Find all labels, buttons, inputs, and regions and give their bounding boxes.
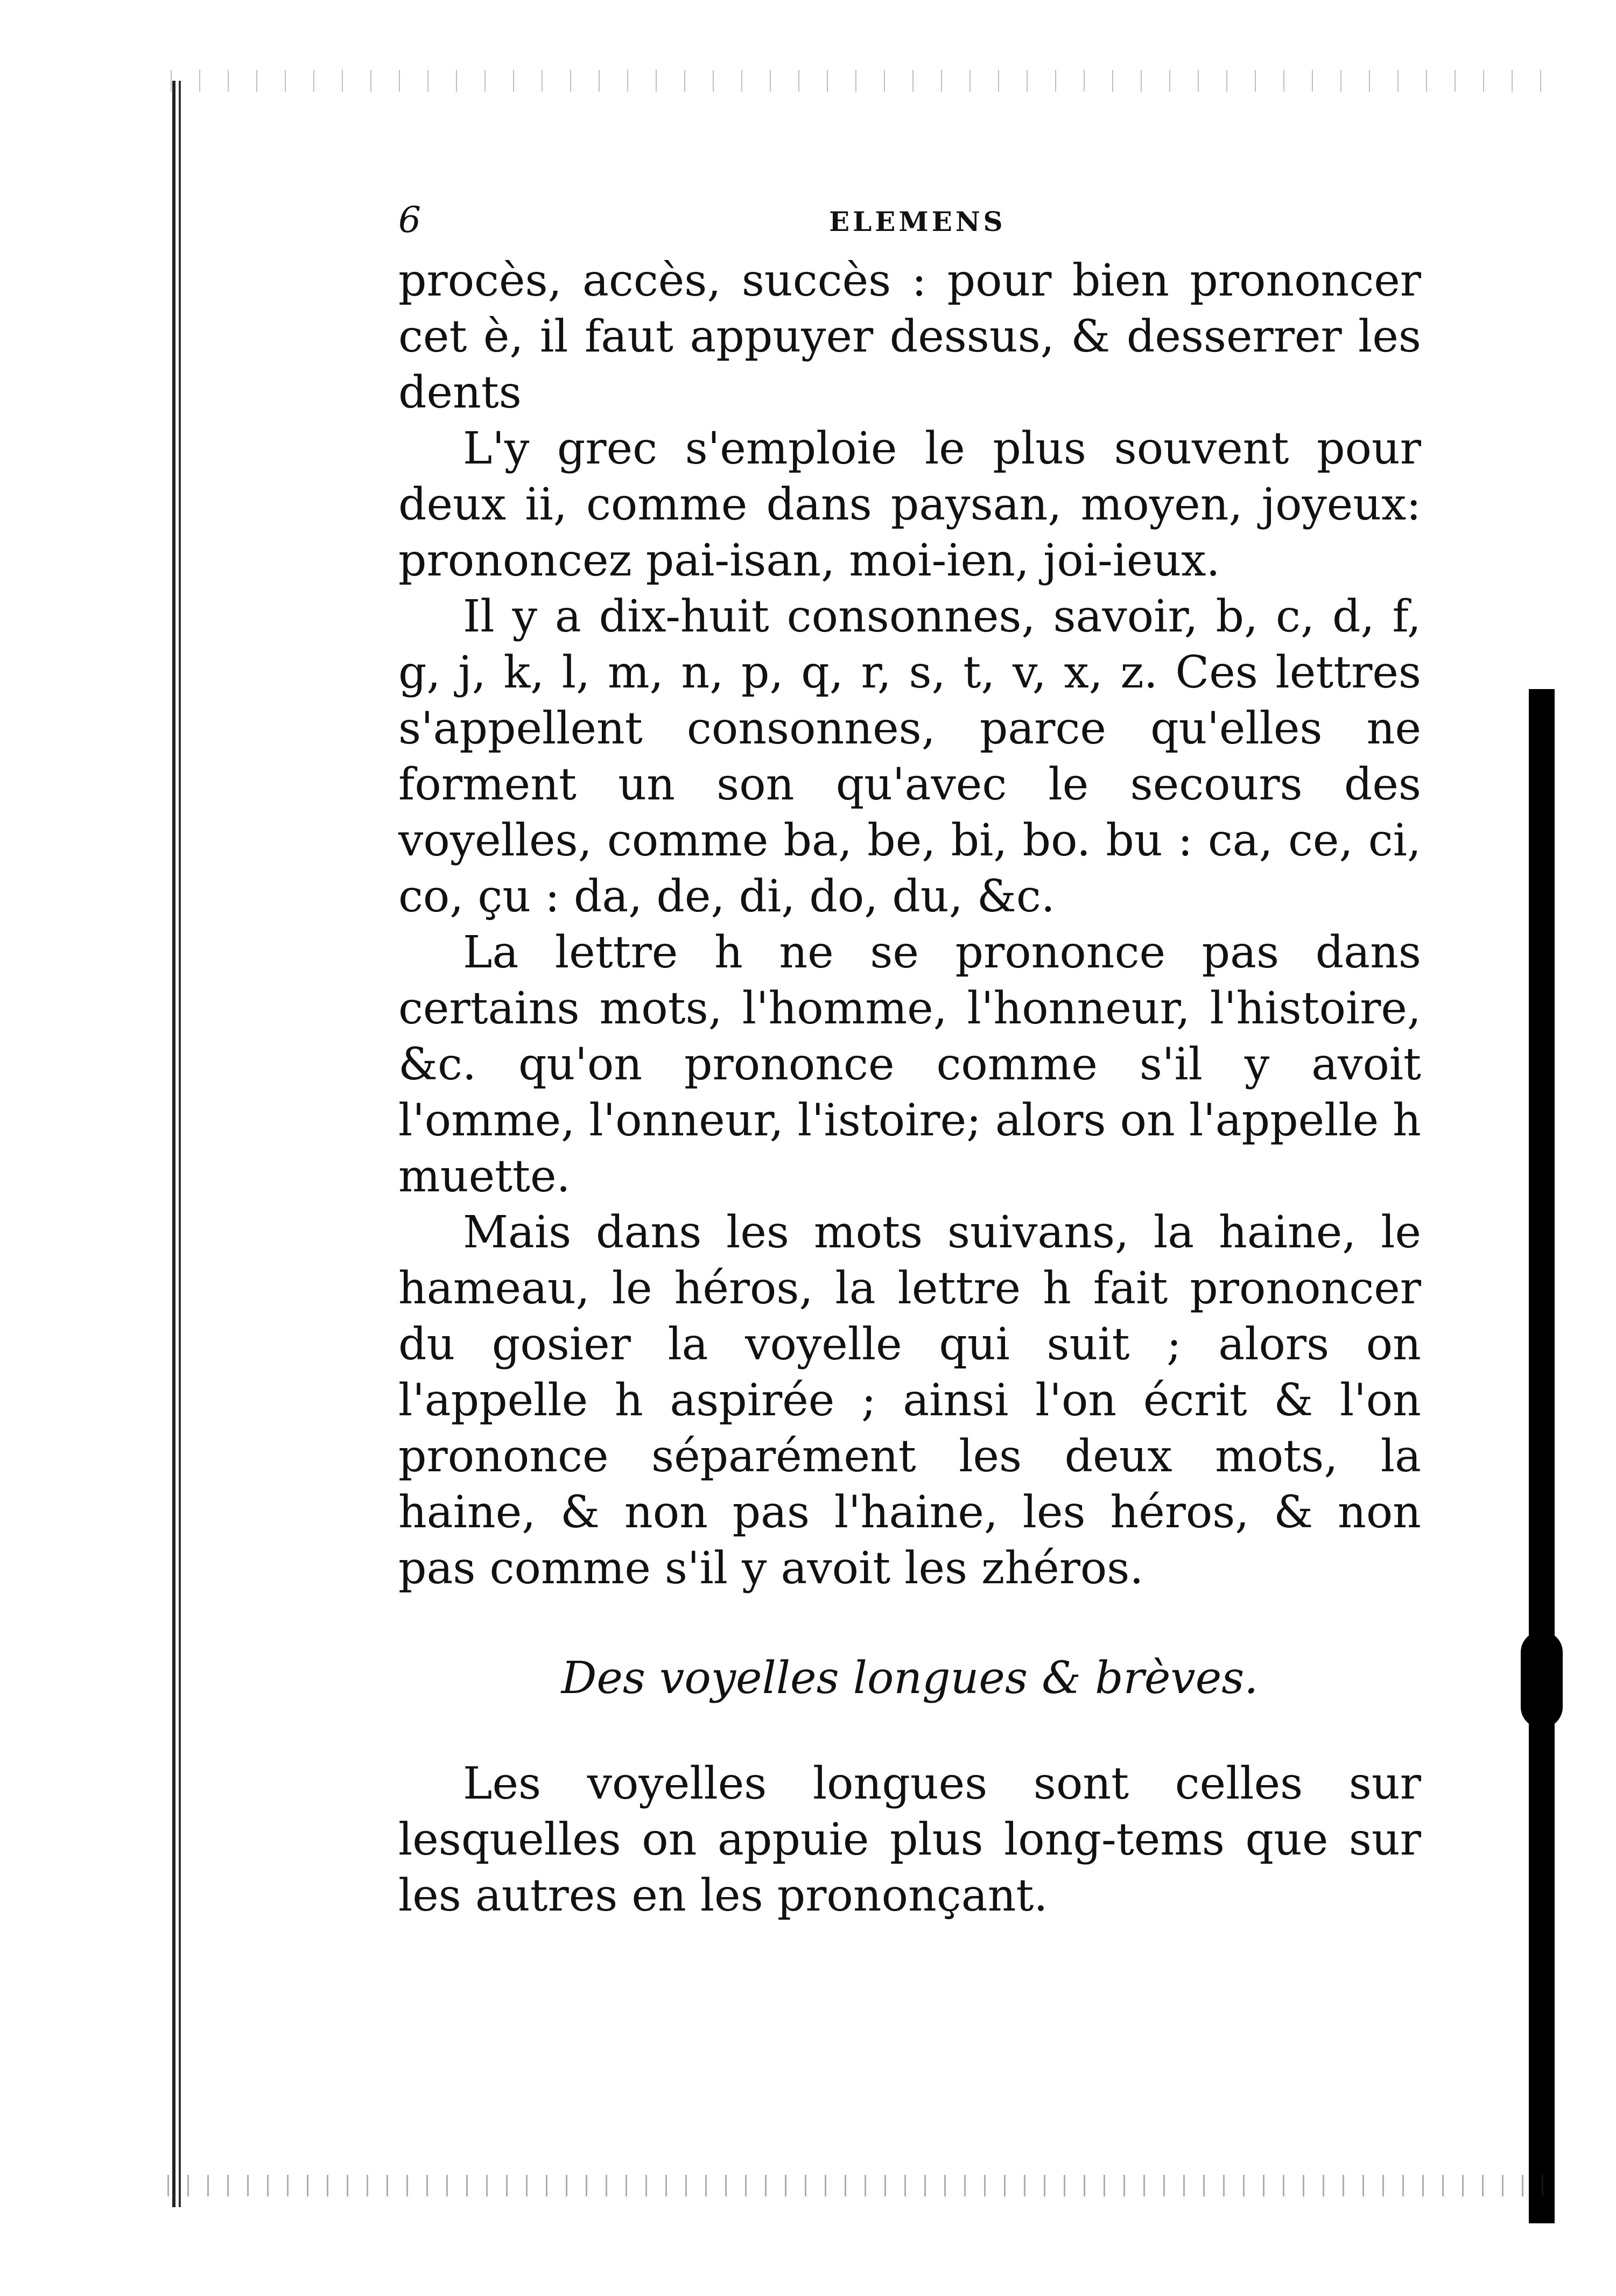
page-number: 6 [398, 199, 421, 241]
paragraph: La lettre h ne se prononce pas dans certains mots, l'homme, l'honneur, l'histoire, &c. qu'on prononce comme s'il y avoit l'omme, l'onneur, l'istoire; alors on l'appelle h muette. [398, 927, 1421, 1202]
paragraph: Mais dans les mots suivans, la haine, le hameau, le héros, la lettre h fait prononcer du gosier la voyelle qui suit ; alors on l'appelle h aspirée ; ainsi l'on écrit & l'on prononce séparément les deux mots, la haine, & non pas l'haine, les héros, & non pas comme s'il y avoit les zhéros. [398, 1207, 1421, 1594]
page-edge-bulge [1521, 1631, 1563, 1728]
page-body [398, 253, 1421, 1924]
book-gutter [172, 81, 186, 2207]
paragraph: Les voyelles longues sont celles sur lesquelles on appuie plus long-tems que sur les autres en les prononçant. [398, 1758, 1421, 1921]
scan-bottom-edge-noise [161, 2175, 1561, 2196]
running-title: ELEMENS [829, 206, 1006, 237]
page-header [398, 199, 1421, 242]
paragraph: procès, accès, succès : pour bien prononcer cet è, il faut appuyer dessus, & desserrer les dents [398, 255, 1421, 418]
paragraph: L'y grec s'emploie le plus souvent pour deux ii, comme dans paysan, moyen, joyeux: prononcez pai-isan, moi-ien, joi-ieux. [398, 423, 1421, 586]
scan-top-edge-noise [161, 70, 1561, 92]
paragraph: Il y a dix-huit consonnes, savoir, b, c, d, f, g, j, k, l, m, n, p, q, r, s, t, v, x, z. Ces lettres s'appellent consonnes, parce qu'elles ne forment un son qu'avec le secours des voyelles, comme ba, be, bi, bo. bu : ca, ce, ci, co, çu : da, de, di, do, du, &c. [398, 591, 1421, 922]
page-edge-shadow [1529, 689, 1555, 2223]
section-heading: Des voyelles longues & brèves. [561, 1653, 1259, 1704]
